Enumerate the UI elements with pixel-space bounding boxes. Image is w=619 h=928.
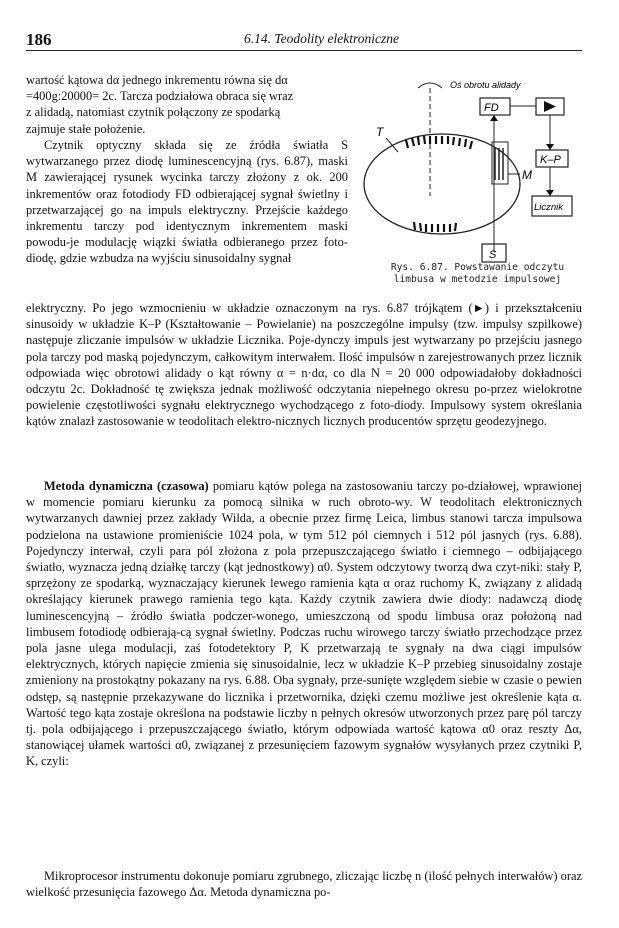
- figure-caption: Rys. 6.87. Powstawanie odczytu limbusa w metodzie impulsowej: [390, 262, 565, 285]
- p1-line-3: z alidadą, natomiast czytnik połączony ze spodarką: [26, 105, 281, 120]
- label-kp: K–P: [540, 154, 561, 166]
- rotation-arrow-icon: [418, 83, 442, 88]
- p1-line-2: =400g:20000= 2c. Tarcza podziałowa obraca się wraz: [26, 89, 294, 104]
- method-heading: Metoda dynamiczna (czasowa): [44, 479, 209, 493]
- paragraph-3: [26, 478, 582, 770]
- rotation-label: Oś obrotu alidady: [450, 80, 521, 90]
- p1-line-4: zajmuje stałe położenie.: [26, 121, 146, 136]
- disk-top-ticks: [406, 136, 472, 149]
- label-s: S: [489, 249, 497, 261]
- paragraph-2-full: elektryczny. Po jego wzmocnieniu w układzie oznaczonym na rys. 6.87 trójkątem (►) i przekształceniu sinusoidy w układzie K–P (Kształtowanie – Powielanie) na poszczególne impulsy (tzw. impulsy szpilkowe) następuje zliczanie impulsów w układzie Licznika. Poje-dynczy impuls jest wytwarzany po przejściu jasnego pola tarczy pod maską pojedynczym, całkowitym interwałem. Ilość impulsów n zarejestrowanych przez licznik odpowiada więc obrotowi alidady o kąt równy α = n·dα, co dla N = 20 000 odpowiadałoby dokładności odczytu 2c. Dokładność tę zwiększa jednak możliwość odczytania niepełnego okresu po-przez wielokrotne powielenie częstotliwości sygnału elektrycznego wychodzącego z foto-diody. Impulsowy system określania kątów znalazł zastosowanie w teodolitach elektro-nicznych licznych producentów sprzętu geodezyjnego.: [26, 301, 582, 429]
- label-licznik: Licznik: [534, 202, 564, 213]
- page-header: [26, 30, 582, 51]
- p1-line-1: wartość kątowa dα jednego inkrementu równa się dα: [26, 73, 288, 87]
- paragraph-3-text: pomiaru kątów polega na zastosowaniu tarczy po-działowej, wprawionej w momencie pomiaru kierunku za pomocą silnika w ruch obroto-wy. W teodolitach elektronicznych wytwarzanych dawniej przez zakłady Wilda, a obecnie przez firmę Leica, limbus stanowi tarcza impulsowa podzielona na ustawione promieniście 1024 pola, w tym 512 pól ciemnych i 512 pól jasnych (rys. 6.88). Pojedynczy interwał, czyli para pól złożona z pola przepuszczającego światło i ciemnego – odbijającego światło, wyznacza jedną działkę tarczy (kąt jednostkowy) α0. System odczytowy tworzą dwa czyt-niki: stały P, sprzężony ze spodarką, wyznaczający kierunek lewego ramienia kąta α oraz ruchomy K, związany z alidadą określający kierunek prawego ramienia tego kąta. Każdy czytnik zawiera dwie diody: nadawczą diodę luminescencyjną – źródło światła podczer-wonego, umieszczoną od spodu limbusa oraz położoną nad limbusem fotodiodę odbierają-cą sygnał świetlny. Podczas ruchu wirowego tarczy światło przechodzące przez pola jasne ulega modulacji, zaś fotodetektory P, K przetwarzają te sygnały na dwa ciągi impulsów elektrycznych, których napięcie zmienia się sinusoidalnie, lecz w układzie K–P przebieg sinusoidalny zostaje zmieniony na prostokątny pokazany na rys. 6.88. Oba sygnały, prze-sunięte względem siebie w czasie o pewien odstęp, są następnie przekazywane do licznika i przetwornika, dzięki czemu możliwe jest określenie kąta α. Wartość tego kąta zostaje określona na podstawie liczby n pełnych okresów utworzonych przez parę pól tarczy tj. pola odbijającego i przepuszczającego światło, którym odpowiada wartość kątowa α0 oraz reszty Δα, stanowiącej ułamek wartości α0, związanej z przesunięciem fazowym sygnałów wysyłanych przez czytniki P, K, czyli:: [26, 479, 582, 769]
- paragraph-4: Mikroprocesor instrumentu dokonuje pomiaru zgrubnego, zliczając liczbę n (ilość pełnych interwałów) oraz wielkość przesunięcia fazowego Δα. Metoda dynamiczna po-: [26, 869, 582, 900]
- label-m: M: [522, 168, 532, 182]
- disk-bottom-ticks: [414, 222, 456, 232]
- paragraph-2-narrow: Czytnik optyczny składa się ze źródła światła S wytwarzanego przez diodę luminescencyjną (rys. 6.87), maski M zawierającej rysunek wycinka tarczy złożony z ok. 200 inkrementów oraz fotodiody FD odbierającej sygnał świetlny i przetwarzającej go na impuls elektryczny. Przejście każdego inkrementu tarczy pod identycznym inkrementem maski powodu-je modulację wiązki światła odbieranego przez foto-diodę, gdzie wzbudza na wyjściu sinusoidalny sygnał: [26, 138, 348, 266]
- page-number: 186: [26, 30, 52, 49]
- amplifier-triangle-icon: [544, 101, 556, 112]
- paragraph-1: [26, 72, 348, 137]
- section-title: 6.14. Teodolity elektroniczne: [244, 31, 399, 46]
- label-fd: FD: [484, 102, 499, 114]
- label-t: T: [376, 125, 384, 139]
- reading-diagram: [360, 76, 590, 266]
